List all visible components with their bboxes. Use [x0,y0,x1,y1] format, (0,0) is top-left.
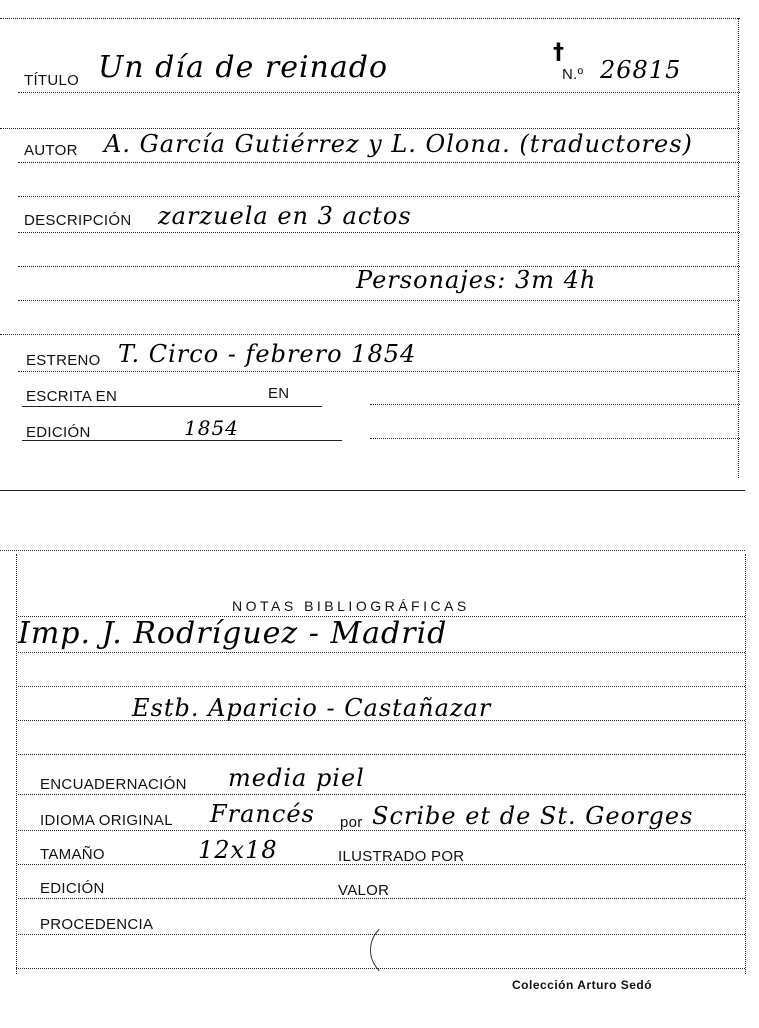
notes-line-3 [18,686,745,687]
edicion-bottom-label: EDICIÓN [40,880,105,897]
card-top-border [0,18,740,19]
ilustrado-por-label: ILUSTRADO POR [338,848,465,865]
en-label: EN [268,385,290,402]
edicion-bottom-line [18,898,745,899]
edicion-line-right [370,438,740,439]
personajes-value: Personajes: 3m 4h [356,266,597,294]
edicion-value: 1854 [184,416,239,440]
card-bottom-border [16,968,745,969]
autor-underline [18,162,740,163]
estreno-value: T. Circo - febrero 1854 [118,340,417,368]
idioma-line [18,830,745,831]
notes-line-4 [18,720,745,721]
cross-icon: † [553,40,564,65]
escrita-en-line-right [370,404,740,405]
catalog-card-top [0,0,759,495]
card-bottom-top-border [0,550,745,551]
notas-bibliograficas-header: NOTAS BIBLIOGRÁFICAS [232,598,470,614]
descripcion-label: DESCRIPCIÓN [24,212,132,229]
notes-line-5 [18,754,745,755]
procedencia-label: PROCEDENCIA [40,916,154,933]
idioma-value: Francés [210,800,315,828]
card-top-bottom-border [0,490,745,491]
blank-line-2 [18,300,740,301]
catalog-card-bottom [0,540,759,1010]
encuadernacion-line [18,794,745,795]
notes-line-2 [18,652,745,653]
encuadernacion-value: media piel [228,764,365,792]
titulo-value: Un día de reinado [98,50,389,85]
estreno-line [18,371,740,372]
edicion-label: EDICIÓN [26,424,91,441]
por-value: Scribe et de St. Georges [372,802,694,830]
blank-line-3 [0,334,740,335]
titulo-line [18,92,740,93]
idioma-label: IDIOMA ORIGINAL [40,812,173,829]
descripcion-top-line [18,196,740,197]
escrita-en-line [22,406,322,407]
descripcion-value: zarzuela en 3 actos [158,202,412,230]
card-right-border [738,18,739,478]
valor-label: VALOR [338,882,390,899]
coleccion-credit: Colección Arturo Sedó [512,978,653,992]
escrita-en-label: ESCRITA EN [26,388,118,405]
tamano-line [18,864,745,865]
autor-line [0,128,740,129]
edicion-line [22,440,342,441]
card-bottom-left-border [16,554,17,974]
bracket-mark [370,920,432,980]
numero-value: 26815 [600,56,682,84]
notes-imprint: Imp. J. Rodríguez - Madrid [18,616,448,651]
titulo-label: TÍTULO [24,72,80,89]
estreno-label: ESTRENO [26,352,101,369]
numero-label: N.º [562,66,584,83]
tamano-value: 12x18 [198,836,278,864]
por-label: por [340,814,363,831]
autor-value: A. García Gutiérrez y L. Olona. (traductores) [104,130,693,158]
tamano-label: TAMAÑO [40,846,105,863]
autor-label: AUTOR [24,142,78,159]
descripcion-line [18,232,740,233]
notes-establishment: Estb. Aparicio - Castañazar [132,694,492,722]
encuadernacion-label: ENCUADERNACIÓN [40,776,187,793]
card-bottom-right-border [745,554,746,974]
